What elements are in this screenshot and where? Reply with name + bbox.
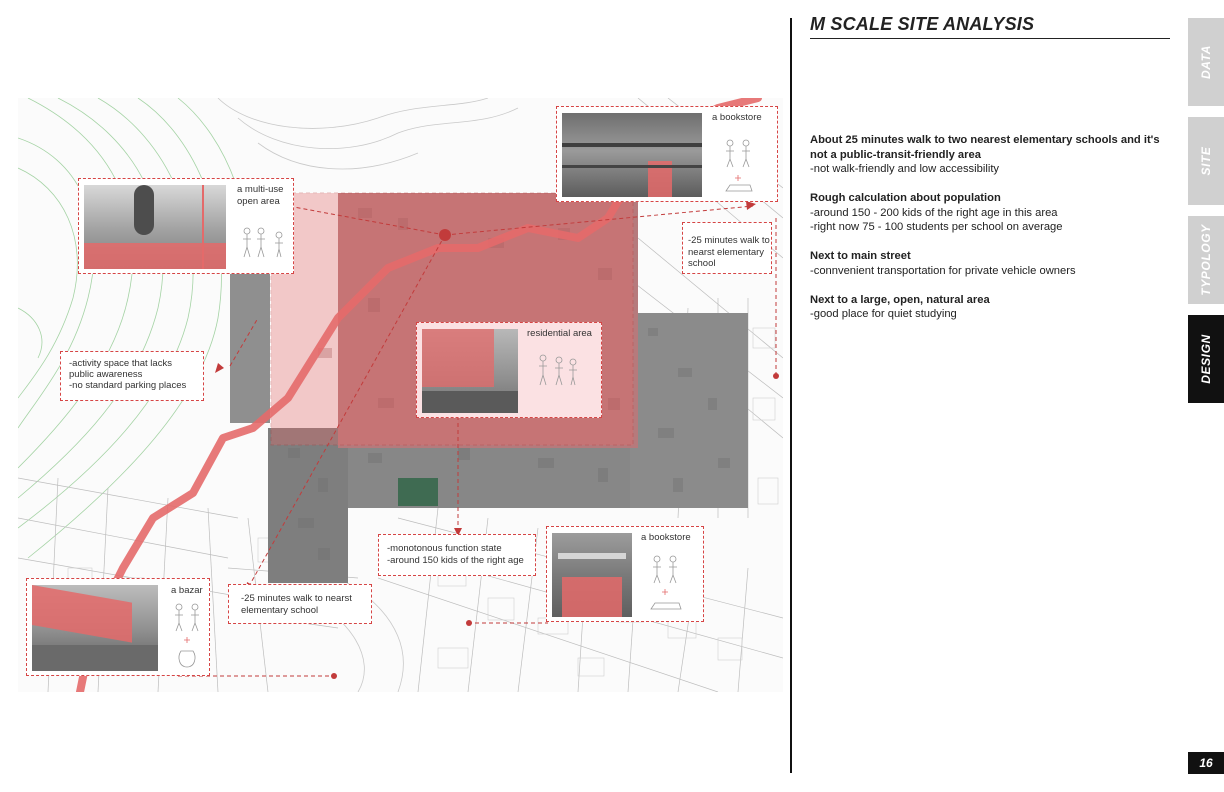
analysis-notes <box>810 133 1170 336</box>
callout-walk-bottom <box>228 584 372 624</box>
tab-data[interactable] <box>1188 18 1224 106</box>
callout-open-area <box>78 178 294 274</box>
callout-bookstore-top <box>556 106 778 202</box>
people-sketch-icon <box>535 353 585 393</box>
people-sketch-icon <box>647 553 695 617</box>
contour-lines <box>18 98 250 558</box>
aerial-patch <box>630 313 748 508</box>
note-heading: About 25 minutes walk to two nearest elementary schools and it's not a public-transit-friendly area <box>810 134 1160 161</box>
site-map <box>18 98 783 692</box>
callout-walk-top <box>682 222 772 274</box>
tab-typology-label: TYPOLOGY <box>1199 224 1213 296</box>
callout-bazar <box>26 578 210 676</box>
page-title: M SCALE SITE ANALYSIS <box>810 14 1170 39</box>
open-area-photo <box>84 185 226 269</box>
bookstore-bottom-photo <box>552 533 632 617</box>
note-accessibility <box>810 133 1170 177</box>
note-line: -connvenient transportation for private vehicle owners <box>810 264 1076 277</box>
note-line: -right now 75 - 100 students per school on average <box>810 221 1063 233</box>
note-population <box>810 191 1170 235</box>
monotonous-line-2: -around 150 kids of the right age <box>387 555 524 566</box>
callout-bookstore-bottom <box>546 526 704 622</box>
note-heading: Next to main street <box>810 250 911 262</box>
aerial-patch <box>230 273 270 423</box>
tab-site-label: SITE <box>1199 146 1213 176</box>
tab-typology[interactable] <box>1188 216 1224 304</box>
people-sketch-icon <box>722 137 762 197</box>
callout-residential <box>416 322 602 418</box>
pond <box>398 478 438 506</box>
pot-sketch-icon <box>171 601 211 671</box>
aerial-patch <box>268 428 348 583</box>
tab-data-label: DATA <box>1199 45 1213 79</box>
callout-activity <box>60 351 204 401</box>
people-sketch-icon <box>239 225 289 265</box>
divider-line <box>790 18 792 773</box>
activity-line-3: -no standard parking places <box>69 380 187 391</box>
tab-site[interactable] <box>1188 117 1224 205</box>
open-area-label: a multi-use open area <box>237 184 284 207</box>
note-main-street <box>810 249 1170 278</box>
residential-photo <box>422 329 518 413</box>
activity-line-1: -activity space that lacks <box>69 358 172 369</box>
note-natural-area <box>810 293 1170 322</box>
note-line: -good place for quiet studying <box>810 308 957 320</box>
tab-design-label: DESIGN <box>1199 334 1213 384</box>
bookstore-bottom-label: a bookstore <box>641 532 691 543</box>
bazar-label: a bazar <box>171 585 203 596</box>
activity-line-2: public awareness <box>69 369 143 380</box>
note-line: -not walk-friendly and low accessibility <box>810 163 1000 175</box>
walk-bottom-label: -25 minutes walk to nearst elementary school <box>241 593 352 616</box>
page-number: 16 <box>1188 752 1224 774</box>
bazar-photo <box>32 585 158 671</box>
residential-label: residential area <box>527 328 592 339</box>
bookstore-photo <box>562 113 702 197</box>
tab-design[interactable] <box>1188 315 1224 403</box>
aerial-patch <box>348 438 638 508</box>
walk-top-label: -25 minutes walk to nearst elementary school <box>688 235 770 269</box>
note-heading: Rough calculation about population <box>810 192 1001 204</box>
bookstore-top-label: a bookstore <box>712 112 762 123</box>
monotonous-line-1: -monotonous function state <box>387 543 502 554</box>
note-line: -around 150 - 200 kids of the right age in this area <box>810 206 1058 219</box>
note-heading: Next to a large, open, natural area <box>810 293 990 306</box>
callout-monotonous <box>378 534 536 576</box>
